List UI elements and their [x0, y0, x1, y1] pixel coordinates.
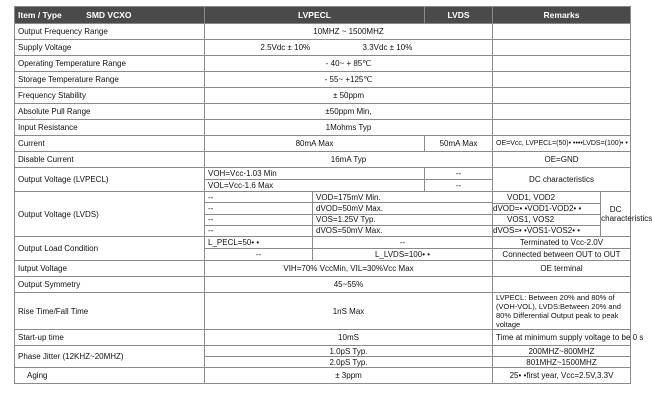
lvpecl-voh-lvds: --	[425, 168, 493, 180]
row-remark: LVPECL: Between 20% and 80% of (VOH-VOL), LVDS:Between 20% and 80% Differential Output peak to peak voltage	[493, 293, 631, 330]
supply-voltage-lvpecl: 2.5Vdc ± 10%	[260, 43, 311, 52]
row-label: Rise Time/Fall Time	[15, 293, 205, 330]
table-row	[15, 136, 631, 152]
table-row	[15, 152, 631, 168]
row-label: Output Symmetry	[15, 277, 205, 293]
row-value: 2.0pS Typ.	[205, 357, 493, 368]
table-row	[15, 277, 631, 293]
row-label: Input Resistance	[15, 120, 205, 136]
header-product-label: SMD VCXO	[86, 9, 132, 20]
row-value: 1.0pS Typ.	[205, 346, 493, 357]
lvds-left: --	[205, 225, 313, 236]
row-label: Frequency Stability	[15, 88, 205, 104]
row-value: 1Mohms Typ	[205, 120, 493, 136]
lvds-right: VOS=1.25V Typ.	[313, 214, 493, 225]
row-remark: Connected between OUT to OUT	[493, 249, 631, 261]
lvds-remark-block	[493, 192, 652, 237]
table-row	[15, 88, 631, 104]
load-pecl-lvds: --	[313, 237, 493, 249]
table-row	[15, 104, 631, 120]
row-label: Disable Current	[15, 152, 205, 168]
table-row	[15, 56, 631, 72]
row-label: Storage Temperature Range	[15, 72, 205, 88]
spec-table-container	[14, 6, 652, 402]
row-label: Aging	[15, 368, 205, 384]
lvds-left: --	[205, 203, 313, 214]
row-value: ± 3ppm	[205, 368, 493, 384]
row-label: Output Voltage (LVPECL)	[15, 168, 205, 192]
load-lvds-pecl: --	[205, 249, 313, 261]
row-label: Output Load Condition	[15, 237, 205, 261]
header-item-type	[15, 7, 205, 24]
table-row	[15, 72, 631, 88]
lvds-remark: VOS1, VOS2	[493, 214, 601, 225]
row-remark	[493, 120, 631, 136]
table-row	[15, 293, 631, 330]
table-row	[15, 368, 631, 384]
row-value: 45~55%	[205, 277, 493, 293]
table-row	[15, 168, 631, 180]
header-item-type-label: Item / Type	[18, 9, 62, 20]
row-remark: Time at minimum supply voltage to be 0 s	[493, 330, 631, 346]
row-value: VIH=70% VccMin, VIL=30%Vcc Max	[205, 261, 493, 277]
row-value: 16mA Typ	[205, 152, 493, 168]
row-value: 1nS Max	[205, 293, 493, 330]
spec-table	[14, 6, 652, 384]
row-label: Output Voltage (LVDS)	[15, 192, 205, 237]
table-row	[15, 346, 631, 357]
header-lvpecl: LVPECL	[205, 7, 425, 24]
row-remark	[493, 56, 631, 72]
row-value	[205, 40, 493, 56]
lvpecl-vol: VOL=Vcc-1.6 Max	[205, 180, 425, 192]
load-pecl: L_PECL=50• •	[205, 237, 313, 249]
table-row	[15, 192, 631, 203]
row-remark: OE=GND	[493, 152, 631, 168]
table-row	[15, 24, 631, 40]
load-lvds: L_LVDS=100• •	[313, 249, 493, 261]
row-label: Supply Voltage	[15, 40, 205, 56]
lvpecl-voh: VOH=Vcc-1.03 Min	[205, 168, 425, 180]
row-remark: Terminated to Vcc-2.0V	[493, 237, 631, 249]
table-row	[15, 120, 631, 136]
current-lvds: 50mA Max	[425, 136, 493, 152]
lvds-left: --	[205, 192, 313, 203]
lvds-right: VOD=175mV Min.	[313, 192, 493, 203]
row-remark: OE terminal	[493, 261, 631, 277]
lvds-remark: VOD1, VOD2	[493, 192, 601, 203]
row-remark: 25• •first year, Vcc=2.5V,3.3V	[493, 368, 631, 384]
row-remark	[493, 88, 631, 104]
row-value: - 55~ +125℃	[205, 72, 493, 88]
row-value: ± 50ppm	[205, 88, 493, 104]
row-remark: OE=Vcc, LVPECL=(50)• ••••LVDS=(100)• •	[493, 136, 631, 152]
supply-voltage-split	[208, 43, 489, 52]
header-lvds: LVDS	[425, 7, 493, 24]
lvds-remark: dVOD=• •VOD1-VOD2• •	[493, 203, 601, 214]
table-row	[15, 237, 631, 249]
row-label: Start-up time	[15, 330, 205, 346]
supply-voltage-lvds: 3.3Vdc ± 10%	[362, 43, 413, 52]
row-label: Iutput Voltage	[15, 261, 205, 277]
row-remark: 200MHZ~800MHZ	[493, 346, 631, 357]
lvds-left: --	[205, 214, 313, 225]
current-lvpecl: 80mA Max	[205, 136, 425, 152]
row-remark: DC characteristics	[493, 168, 631, 192]
table-row	[15, 261, 631, 277]
lvds-remark: dVOS=• •VOS1-VOS2• •	[493, 225, 601, 236]
row-remark	[493, 40, 631, 56]
row-label: Current	[15, 136, 205, 152]
lvds-right: dVOS=50mV Max.	[313, 225, 493, 236]
row-remark	[493, 24, 631, 40]
row-value: ±50ppm Min,	[205, 104, 493, 120]
header-row	[15, 7, 631, 24]
row-remark: 801MHZ~1500MHZ	[493, 357, 631, 368]
lvds-remark-inner	[493, 192, 652, 236]
row-label: Phase Jitter (12KHZ~20MHZ)	[15, 346, 205, 368]
row-label: Operating Temperature Range	[15, 56, 205, 72]
row-label: Absolute Pull Range	[15, 104, 205, 120]
row-value: 10mS	[205, 330, 493, 346]
lvpecl-vol-lvds: --	[425, 180, 493, 192]
table-row	[15, 330, 631, 346]
row-value: 10MHZ ~ 1500MHZ	[205, 24, 493, 40]
lvds-dc-label: DC characteristics	[601, 205, 652, 223]
row-remark	[493, 104, 631, 120]
table-row	[15, 40, 631, 56]
row-value: - 40~ + 85℃	[205, 56, 493, 72]
header-remarks: Remarks	[493, 7, 631, 24]
row-remark	[493, 72, 631, 88]
row-remark	[493, 277, 631, 293]
row-label: Output Frequency Range	[15, 24, 205, 40]
lvds-right: dVOD=50mV Max.	[313, 203, 493, 214]
